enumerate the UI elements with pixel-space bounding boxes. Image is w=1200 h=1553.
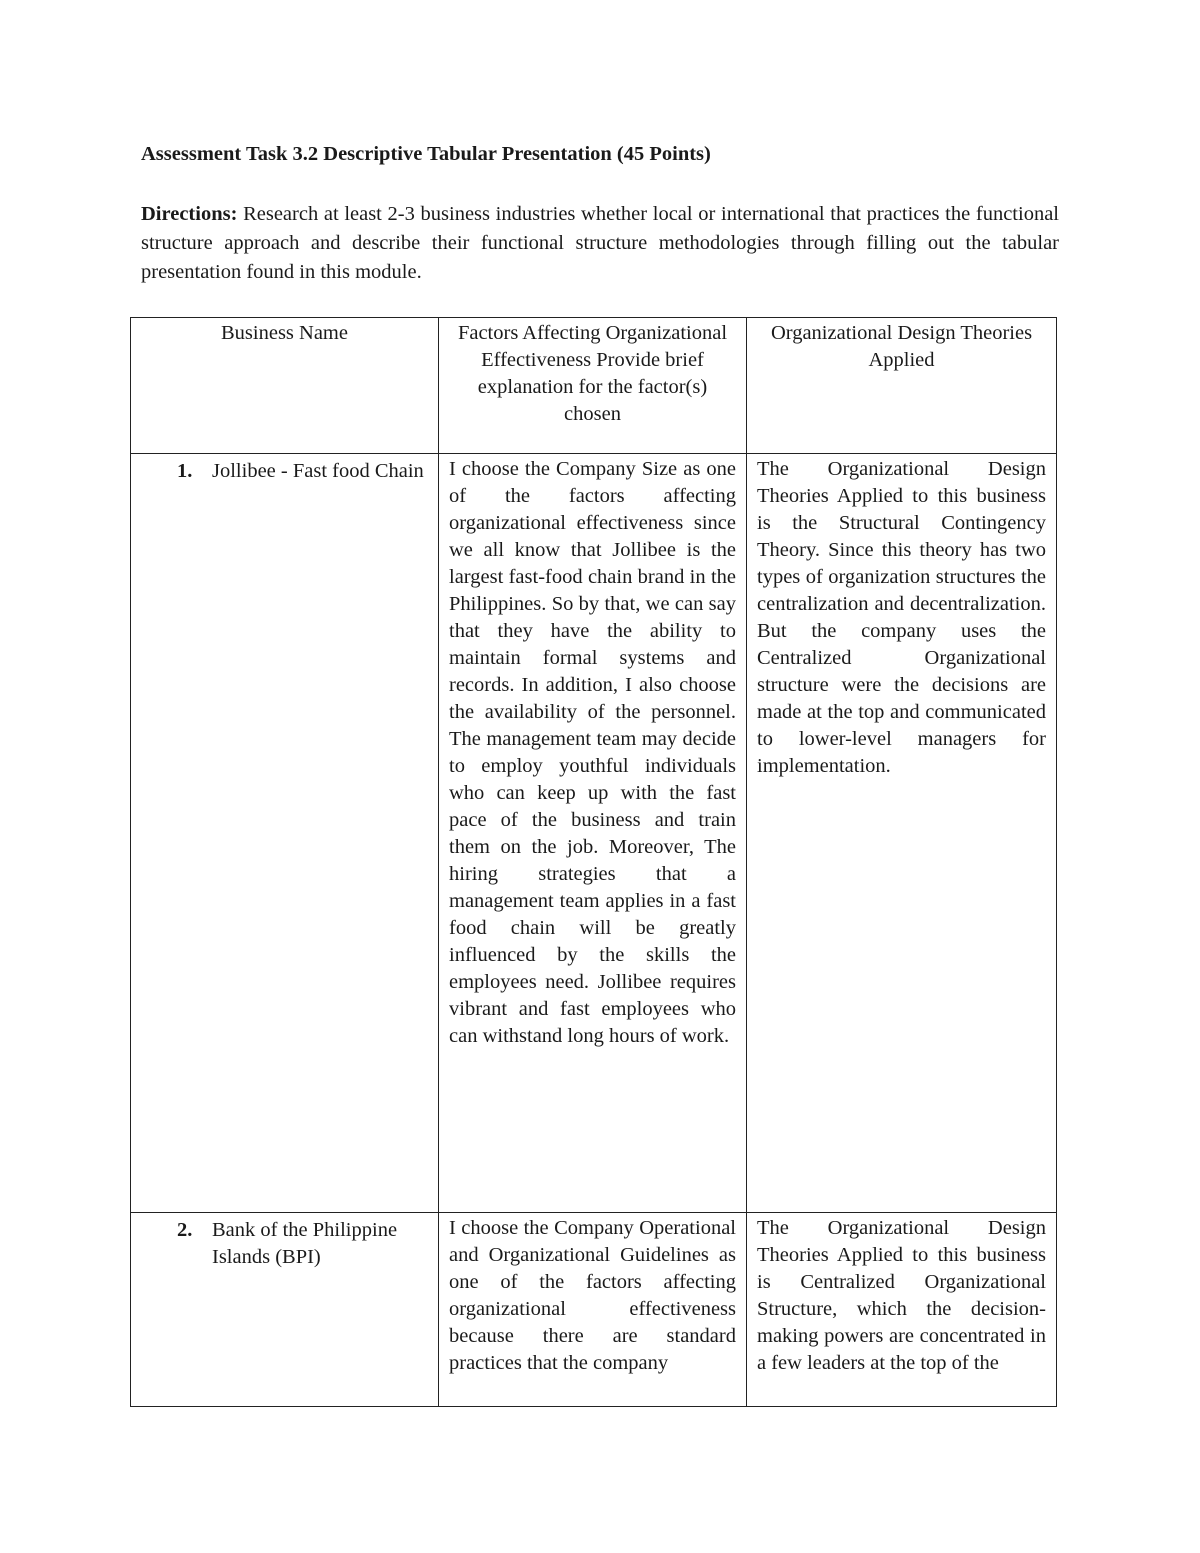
directions-paragraph	[141, 200, 1059, 287]
factors-cell	[439, 1213, 747, 1407]
business-name: Jollibee - Fast food Chain	[212, 460, 424, 482]
theories-text: The Organizational Design Theories Applied to this business is the Structural Contingency Theory. Since this theory has two types of organization structures the centralization and decentralization. But the company uses the Centralized Organizational structure were the decisions are made at the top and communicated to lower-level managers for implementation.	[757, 458, 1046, 777]
header-factors: Factors Affecting Organizational Effectiveness Provide brief explanation for the factor(s) chosen	[439, 318, 747, 454]
document-title: Assessment Task 3.2 Descriptive Tabular Presentation (45 Points)	[141, 143, 711, 165]
business-name: Bank of the Philippine Islands (BPI)	[212, 1219, 398, 1268]
header-theories: Organizational Design Theories Applied	[747, 318, 1057, 454]
directions-label: Directions:	[141, 203, 238, 225]
directions-text: Research at least 2-3 business industries whether local or international that practices the functional structure approach and describe their functional structure methodologies through filling out the tabular presentation found in this module.	[141, 203, 1059, 283]
table-row	[131, 454, 1057, 1213]
table-row	[131, 1213, 1057, 1407]
header-business-name: Business Name	[131, 318, 439, 454]
business-name-cell	[131, 1213, 439, 1407]
factors-text: I choose the Company Operational and Organizational Guidelines as one of the factors affecting organizational effectiveness because there are standard practices that the company	[449, 1217, 736, 1374]
row-number: 2.	[177, 1219, 193, 1241]
factors-cell	[439, 454, 747, 1213]
business-name-cell	[131, 454, 439, 1213]
factors-text: I choose the Company Size as one of the factors affecting organizational effectiveness since we all know that Jollibee is the largest fast-food chain brand in the Philippines. So by that, we can say that they have the ability to maintain formal systems and records. In addition, I also choose the availability of the personnel. The management team may decide to employ youthful individuals who can keep up with the fast pace of the business and train them on the job. Moreover, The hiring strategies that a management team applies in a fast food chain will be greatly influenced by the skills the employees need. Jollibee requires vibrant and fast employees who can withstand long hours of work.	[449, 458, 736, 1047]
tabular-presentation-table	[130, 317, 1057, 1407]
table-header-row	[131, 318, 1057, 454]
theories-cell	[747, 454, 1057, 1213]
theories-text: The Organizational Design Theories Applied to this business is Centralized Organizational Structure, which the decision-making powers are concentrated in a few leaders at the top of the	[757, 1217, 1046, 1374]
row-number: 1.	[177, 460, 193, 482]
theories-cell	[747, 1213, 1057, 1407]
